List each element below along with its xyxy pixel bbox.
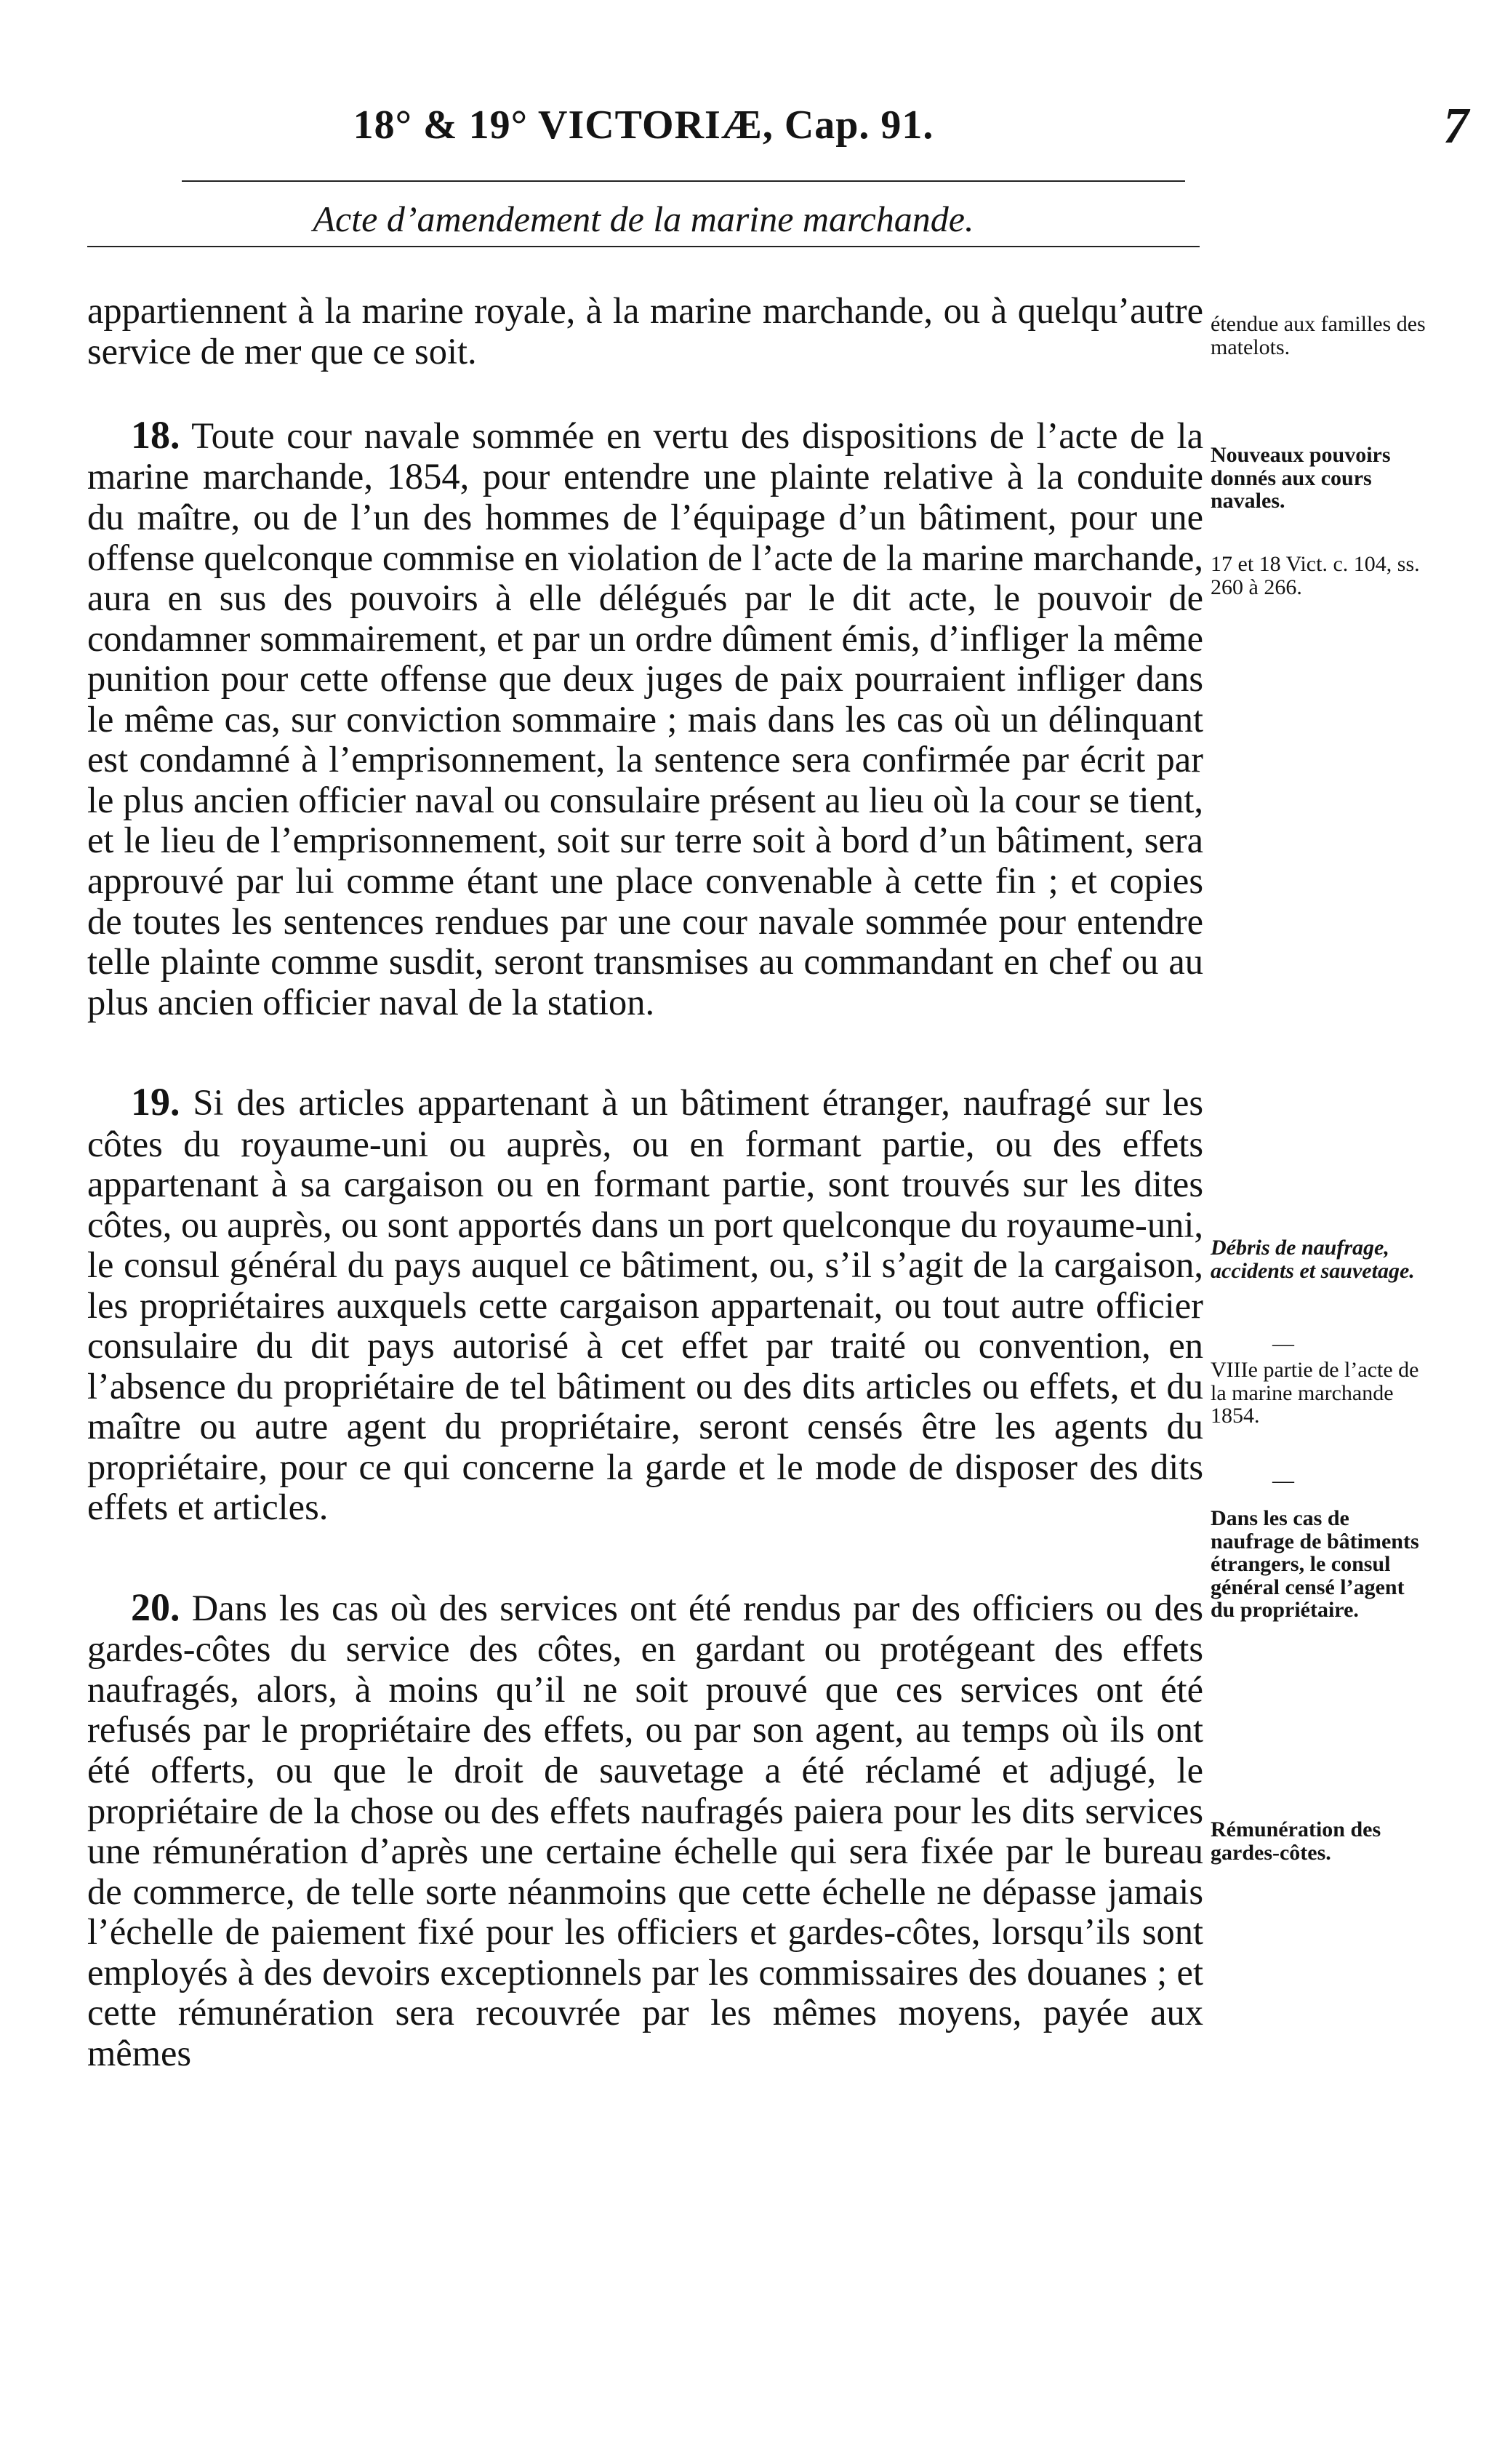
section-number: 20. [131,1585,180,1629]
section-text: Si des articles appartenant à un bâtiment étranger, naufragé sur les côtes du royaume-uni ou auprès, ou en formant partie, ou des effets appartenant à sa cargaison ou en formant partie, sont trouvés sur les dites côtes, ou auprès, ou sont apportés dans un port quelconque du royaume-uni, le consul général du pays auquel ce bâtiment, ou, s’il s’agit de la cargaison, les propriétaires auxquels cette cargaison appartenait, ou tout autre officier consulaire du dit pays autorisé à cet effet par traité ou convention, en l’absence du propriétaire de tel bâtiment ou des dits articles ou effets, et du maître ou autre agent du propriétaire, seront censés être les agents du propriétaire, pour ce qui concerne la garde et le mode de disposer des dits effets et articles. [87,1082,1204,1528]
section-number: 18. [131,413,180,457]
section-text: Dans les cas où des services ont été rendus par des officiers ou des gardes-côtes du service des côtes, en gardant ou protégeant des effets naufragés, alors, à moins qu’il ne soit prouvé que ces services ont été refusés par le propriétaire des effets, ou par son agent, au temps où ils ont été offerts, ou que le droit de sauvetage a été réclamé et adjugé, le propriétaire de la chose ou des effets naufragés paiera pour les dits services une rémunération d’après une certaine échelle qui sera fixée par le bureau de commerce, de telle sorte néanmoins que cette échelle ne dépasse jamais l’échelle de paiement fixé pour les officiers et gardes-côtes, lorsqu’ils sont employés à des devoirs exceptionnels par les commissaires des douanes ; et cette rémunération sera recouvrée par les mêmes moyens, payée aux mêmes [87,1588,1204,2073]
section-number: 19. [131,1080,180,1124]
page-number: 7 [1443,98,1469,154]
margin-note: étendue aux familles des matelots. [1211,312,1426,359]
page-subtitle: Acte d’amendement de la marine marchande. [313,199,974,239]
continuation-paragraph: appartiennent à la marine royale, à la marine marchande, ou à quelqu’autre service de mer que ce soit. [87,290,1203,372]
section-19 [87,1081,1203,1528]
section-text: Toute cour navale sommée en vertu des dispositions de l’acte de la marine marchande, 1854, pour entendre une plainte relative à la conduite du maître, ou de l’un des hommes de l’équipage d’un bâtiment, pour une offense quelconque commise en violation de l’acte de la marine marchande, aura en sus des pouvoirs à elle délégués par le dit acte, le pouvoir de condamner sommairement, et par un ordre dûment émis, d’infliger la même punition pour cette offense que deux juges de paix pourraient infliger dans le même cas, sur conviction sommaire ; mais dans les cas où un délinquant est condamné à l’emprisonnement, la sentence sera confirmée par écrit par le plus ancien officier naval ou consulaire présent au lieu où la cour se tient, et le lieu de l’emprisonnement, soit sur terre soit à bord d’un bâtiment, sera approuvé par lui comme étant une place convenable à cette fin ; et copies de toutes les sentences rendues par une cour navale sommée pour entendre telle plainte comme susdit, seront transmises au commandant en chef ou au plus ancien officier naval de la station. [87,415,1204,1023]
margin-separator: — [1272,1332,1294,1356]
section-20 [87,1586,1203,2073]
running-head [87,98,1469,160]
margin-separator: — [1272,1468,1294,1492]
running-title: 18° & 19° VICTORIÆ, Cap. 91. [353,103,934,148]
header-rule-bottom [87,246,1200,247]
margin-note: VIIIe partie de l’acte de la marine marchande 1854. [1211,1358,1419,1428]
section-18 [87,414,1203,1023]
header-rule-top [182,180,1185,182]
margin-note: Nouveaux pouvoirs donnés aux cours navales. [1211,443,1391,513]
main-text [87,291,1203,2073]
margin-note: Dans les cas de naufrage de bâtiments étrangers, le consul général censé l’agent du propriétaire. [1211,1506,1419,1622]
margin-note: 17 et 18 Vict. c. 104, ss. 260 à 266. [1211,552,1420,599]
margin-note: Débris de naufrage, accidents et sauvetage. [1211,1236,1415,1283]
margin-note: Rémunération des gardes-côtes. [1211,1817,1381,1865]
